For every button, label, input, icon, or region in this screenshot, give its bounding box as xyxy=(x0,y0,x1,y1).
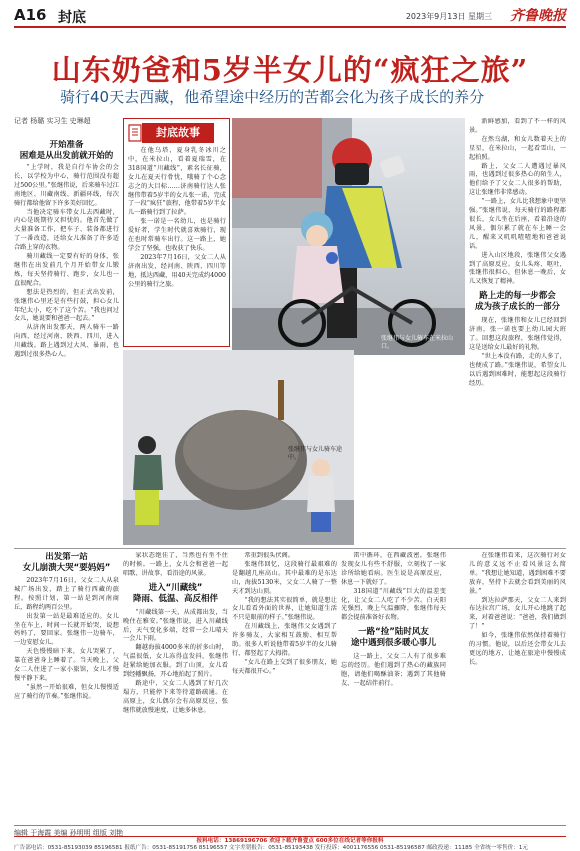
paragraph: 路上，父女二人遭遇过暴风雨，也遇到过很多热心的陌生人，他们给予了父女二人很多的帮助，这让张继伟非常感动。 xyxy=(469,162,566,197)
paragraph: 天色慢慢暗下来，女儿哭累了，靠在爸爸身上睡着了。当天晚上，父女二人住进了一家小旅馆，女儿才慢慢平静下来。 xyxy=(14,648,119,682)
paragraph: 318国道“川藏线”巨大的温差变化，让父女二人吃了不少苦。白天阳光强烈，晚上气温骤降，张继伟每天都会提前准备好衣物。 xyxy=(341,587,446,622)
paragraph: 现在，张继伟和女儿已经回到济南，张一诺也要上幼儿园大班了。回想这段旅程，张继伟觉得，这是送给女儿最好的礼物。 xyxy=(469,317,566,351)
paragraph: 翻越海拔4000多米的折多山时，气温很低，女儿冻得直发抖，张继伟赶紧给她加衣服。到了山顶，女儿看到经幡飘扬，开心地拍起了照片。 xyxy=(123,644,228,679)
paragraph: 这一路上，父女二人有了很多难忘的经历。他们遇到了热心的藏族同胞，请他们喝酥油茶；遇到了其他骑友，一起结伴前行。 xyxy=(341,653,446,687)
paragraph: 出发第一站是最难适应的。女儿坐在车上，时间一长就开始哭，说想妈妈了，要回家。张继伟一边骑车，一边安慰女儿。 xyxy=(14,612,119,647)
news-hotline: 报料电话：13869196706 欢迎下载齐鲁壹点 600多位在线记者等你报料 xyxy=(196,838,384,844)
story-box xyxy=(123,118,230,347)
paragraph: 在他乌塔，夏身乳冬冰川之中，在米拉山，看着夏瑞雪，在318国道“川藏线”，素名长征骑，女儿在夏天行骨忧，哦骑了个心念志之的大目标……济南骑行达人张继伟带着5岁半的女儿张一诺，完成了一段“疯狂”旅程，他带着5岁半女儿一路骑行到了拉萨。 xyxy=(128,147,226,217)
paragraph: “我的想法其实很简单，就是想让女儿看看外面的世界，让她知道生活不只是眼前的样子。”张继伟说。 xyxy=(232,596,337,622)
paragraph: 当他决定骑车带女儿去西藏时，内心是既期待又担忧的。他首先做了大量准备工作，把车子、装备都进行了一番改造，还给女儿准备了许多适合路上穿的衣物。 xyxy=(14,208,119,252)
page-number: A16 xyxy=(14,6,47,24)
paragraph: 张一诺是一名幼儿，也是骑行爱好者，学生时代就喜欢骑行，现在也时常骑车出行。这一路上，她学会了坚强，也收获了快乐。 xyxy=(128,218,226,252)
column-lower-4 xyxy=(341,552,446,823)
section-divider xyxy=(14,548,566,549)
book-icon xyxy=(128,123,142,143)
column-lower-1 xyxy=(14,552,119,823)
column-left-upper xyxy=(14,140,119,546)
column-lower-3 xyxy=(232,552,337,823)
main-photo xyxy=(232,118,465,355)
paragraph: 从济南出发那天，两人骑车一路向西，经过河南、陕西、四川，进入川藏线。路上遇到过大风、暴雨，也遇到过很多热心人。 xyxy=(14,324,119,359)
paragraph: 雷中循环，在西藏波密，张继伟发现女儿有些不舒服，立刻找了一家诊所给她看病。医生说是高原反应，休息一下就好了。 xyxy=(341,552,446,586)
section-subtitle: 一路“捡”陆时风友 途中遇到很多暖心事儿 xyxy=(350,627,436,649)
newspaper-brand: 齐鲁晚报 xyxy=(510,8,566,24)
paragraph: “上学时，我是自行车协会的会长，以学校为中心，骑行范围没有超过500公里。”张继伟说，后来骑车过江南地区、川藏南线、新疆环线，每次骑行都给他留下许多美好回忆。 xyxy=(14,164,119,207)
paragraph: “女儿在路上交到了很多朋友，她每天都很开心。” xyxy=(232,658,337,675)
paragraph: “一路上，女儿比我想象中更坚强。”张继伟说，每天骑行的路程都很长，女儿坐在后座，看着沿途的风景，偶尔累了就在车上睡一会儿，醒来又叽叽喳喳地和爸爸说话。 xyxy=(469,198,566,250)
editor-credits: 编辑 于海霞 美编 孙明明 组版 刘艳 xyxy=(14,825,566,838)
paragraph: 2023年7月16日，父女二人从泉城广场出发，踏上了骑行西藏的旅程。按照计划，第一站是到河南商丘，路程约两百公里。 xyxy=(14,577,119,611)
rock-photo xyxy=(123,350,354,545)
section-name: 封底 xyxy=(58,10,86,26)
paragraph: “世上本没有路，走的人多了，也便成了路。”张继伟说，希望女儿以后遇到困难时，能想起这段骑行经历。 xyxy=(469,352,566,387)
paragraph: 2023年7月16日，父女二人从济南出发，经河南、陕西、四川等地，抵达西藏，用40天完成约4000公里的骑行之旅。 xyxy=(128,253,226,288)
footer-contact-line: 广告部电话：0531-85193039 85196581 报纸广告：0531-85191756 85196557 文字差错报告：0531-85193438 发行投诉：4001176556 0531-85196587 邮政投递：11185 全省统一零售价：1元 xyxy=(14,845,528,851)
column-lower-5 xyxy=(469,552,566,823)
paragraph: 骑川藏线一定要有好的身体，张继伟在出发前几个月开始带女儿锻炼，每天坚持骑行、跑步，女儿也一直很配合。 xyxy=(14,253,119,287)
section-subtitle: 开始准备 困难是从出发前就开始的 xyxy=(19,140,114,161)
headline: 山东奶爸和5岁半女儿的“疯狂之旅” xyxy=(51,53,529,87)
paragraph: “虽然一开始很难，但女儿慢慢适应了骑行的节奏。”张继伟说。 xyxy=(14,683,119,700)
paragraph: 路途中，父女二人遇到了好几次塌方，只能停下来等待道路疏通。在高原上，女儿偶尔会有高原反应，张继伟就放慢速度，让她多休息。 xyxy=(123,679,228,714)
paragraph: 想法是热烈的，但正式出发前，张继伟心里还是有些打鼓，担心女儿年纪太小，吃不了这个苦。“我也问过女儿，她说要和爸爸一起去。” xyxy=(14,288,119,323)
paragraph: 进入山区地段，张继伟父女遇到了高原反应。女儿头疼、呕吐，张继伟很担心，但休息一晚后，女儿又恢复了精神。 xyxy=(469,251,566,286)
column-right-upper xyxy=(469,118,566,546)
byline: 记者 杨璐 实习生 史琳超 xyxy=(14,117,91,125)
main-photo-caption: 张继伟与女儿骑车在米拉山口。 xyxy=(381,335,454,350)
section-subtitle: 进入“川藏线” 降雨、低温、高反相伴 xyxy=(132,582,218,604)
section-subtitle: 出发第一站 女儿崩溃大哭“要妈妈” xyxy=(22,552,111,573)
paragraph: 如今，张继伟依然保持着骑行的习惯。他说，以后还会带女儿去更远的地方，让她在旅途中慢慢成长。 xyxy=(469,632,566,666)
masthead xyxy=(14,6,566,28)
column-lower-2 xyxy=(123,552,228,823)
story-label: 封底故事 xyxy=(142,123,214,143)
paragraph: 在张继伟看来，这次骑行对女儿的意义远不止看风景这么简单。“我想让她知道，遇到困难不要放弃，坚持下去就会看到美丽的风景。” xyxy=(469,552,566,595)
rock-photo-caption: 张继伟与女儿骑车途中。 xyxy=(288,446,343,461)
paragraph: 张继伟回忆，这段骑行最艰难的是翻越几座高山。其中最难的是东达山，海拔5130米，父女二人骑了一整天才到达山顶。 xyxy=(232,560,337,595)
paragraph: “川藏线第一天，从成都出发，当晚住在雅安。”张继伟说，进入川藏线后，天气变化多端，经常一会儿晴天一会儿下雨。 xyxy=(123,608,228,643)
paragraph: 新鲜感加，看到了不一样的风景。 xyxy=(469,118,566,134)
paragraph: 常重到很头伏阁。 xyxy=(244,552,294,559)
story-text xyxy=(128,147,226,290)
paragraph: 在然乌湖，和女儿数着天上的星星，在米拉山，一起看雪山、一起拍照。 xyxy=(469,135,566,161)
paragraph: 在川藏线上，张继伟父女遇到了许多骑友，大家相互鼓励、相互帮助。很多人听说他带着5岁半的女儿骑行，都竖起了大拇指。 xyxy=(232,623,337,657)
paragraph: 家状态绝佳了，当然也有坐不住的时候。一路上，女儿会和爸爸一起唱歌、讲故事，看沿途的风景。 xyxy=(123,552,228,577)
subheadline: 骑行40天去西藏，他希望途中经历的苦都会化为孩子成长的养分 xyxy=(60,88,485,106)
publication-date: 2023年9月13日 星期三 xyxy=(405,12,492,21)
footer xyxy=(14,836,566,851)
paragraph: 到达拉萨那天，父女二人来到布达拉宫广场，女儿开心地跳了起来，对着爸爸说：“爸爸，我们做到了！” xyxy=(469,596,566,631)
section-subtitle: 路上走的每一步都会 成为孩子成长的一部分 xyxy=(474,291,560,313)
cyclist-photo-illustration xyxy=(232,118,465,355)
